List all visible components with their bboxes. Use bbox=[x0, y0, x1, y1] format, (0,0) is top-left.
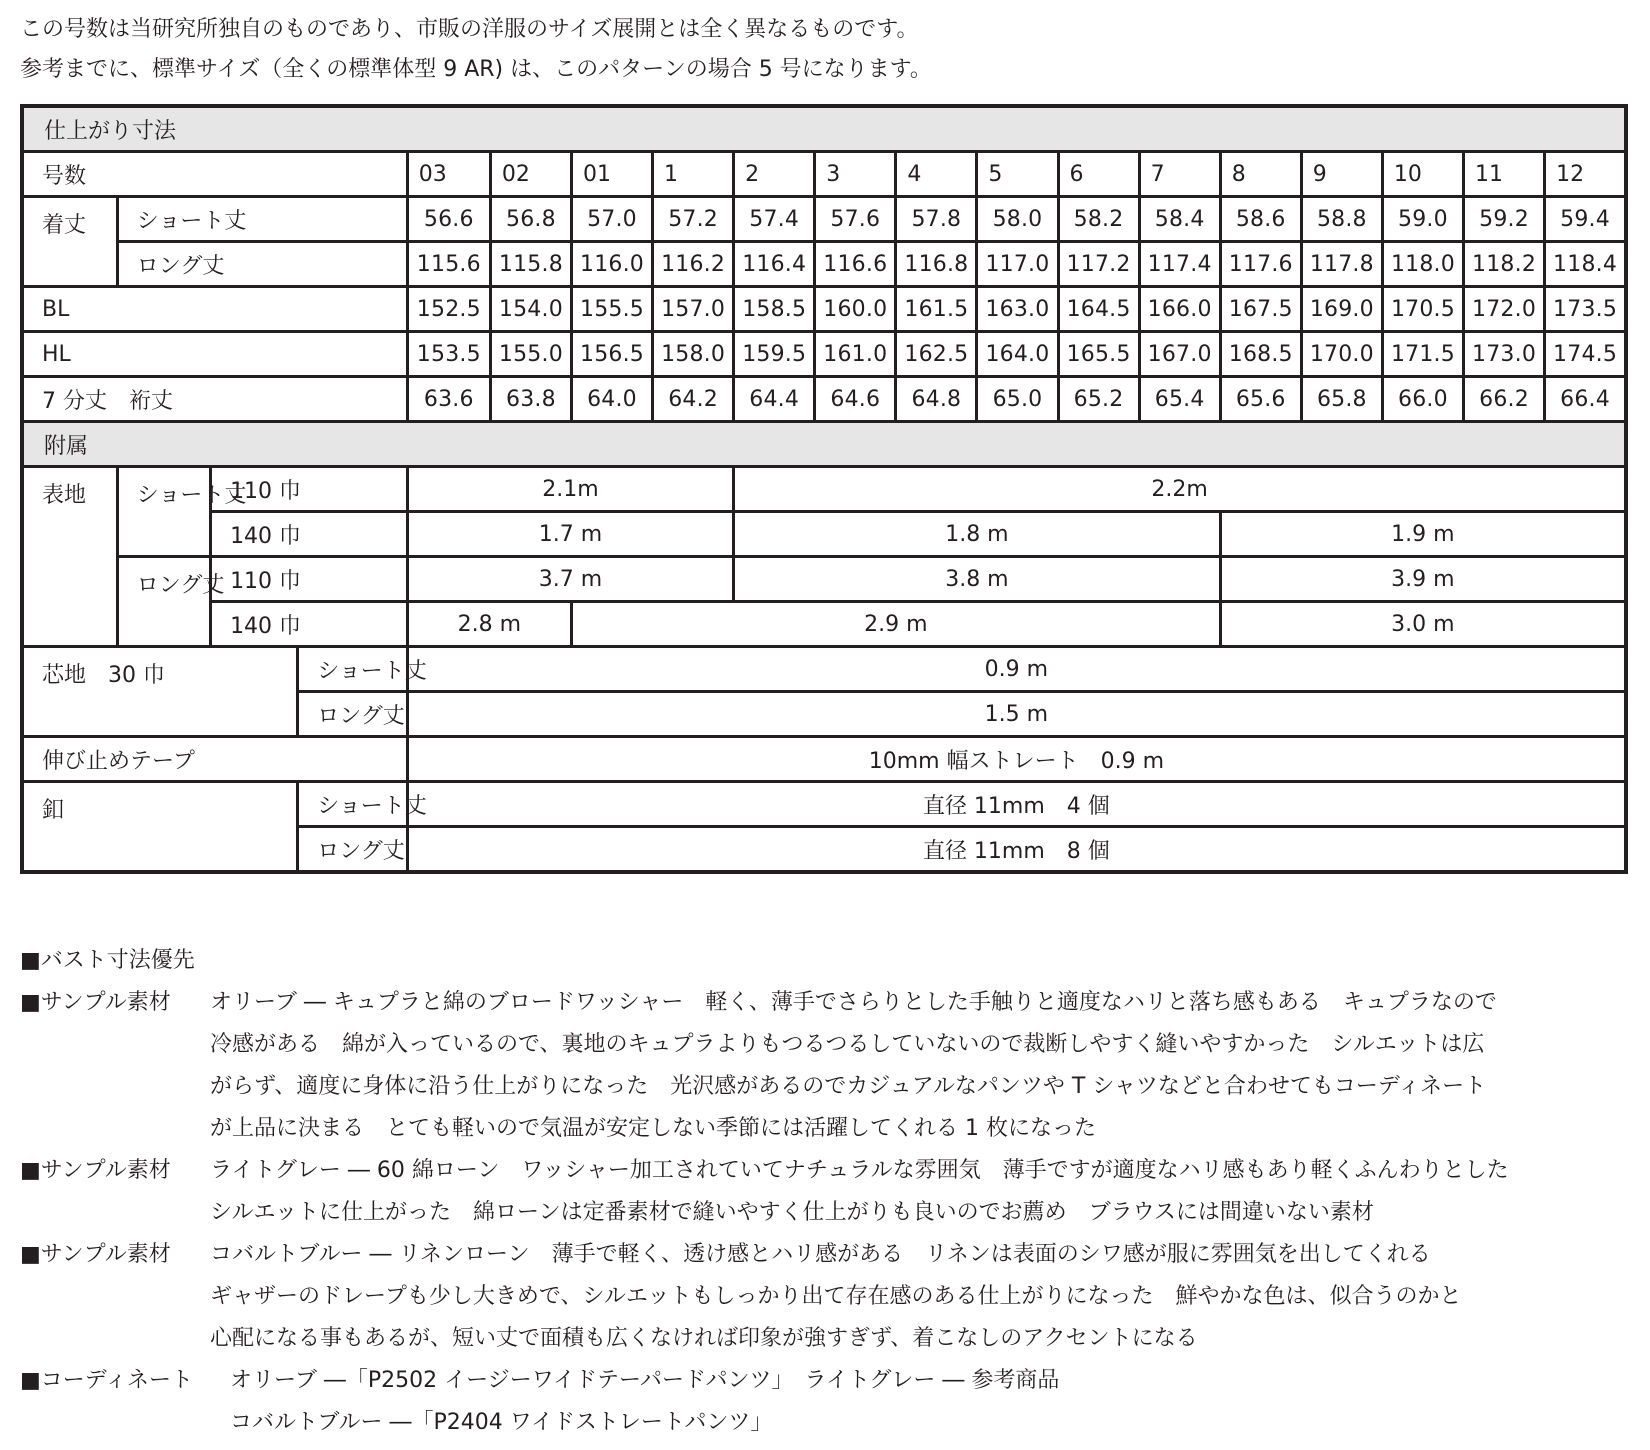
hl-label: HL bbox=[22, 332, 407, 377]
text-line: コバルトブルー ― リネンローン 薄手で軽く、透け感とハリ感がある リネンは表面のシワ感が服に雰囲気を出してくれる bbox=[210, 1242, 1431, 1267]
sleeve-value: 65.0 bbox=[977, 377, 1058, 422]
snap-amount: 直径 11mm 4 個 bbox=[407, 782, 1626, 827]
bl-value: 158.5 bbox=[734, 287, 815, 332]
snap-long-label: ロング丈 bbox=[298, 827, 407, 873]
short-length-value: 57.4 bbox=[734, 197, 815, 242]
hl-value: 158.0 bbox=[653, 332, 734, 377]
tape-amount: 10mm 幅ストレート 0.9 m bbox=[407, 737, 1626, 782]
sleeve-label: 7 分丈 裄丈 bbox=[22, 377, 407, 422]
long-length-value: 116.0 bbox=[571, 242, 652, 287]
fabric-amount: 3.0 m bbox=[1220, 602, 1626, 647]
long-length-label: ロング丈 bbox=[117, 242, 407, 287]
sleeve-value: 66.4 bbox=[1545, 377, 1626, 422]
hl-value: 162.5 bbox=[896, 332, 977, 377]
length-label: 着丈 bbox=[22, 197, 117, 287]
fabric-amount: 1.8 m bbox=[734, 512, 1221, 557]
fabric-long-140-row bbox=[22, 602, 1626, 647]
sleeve-row bbox=[22, 377, 1626, 422]
sample-label: ■サンプル素材 bbox=[20, 1242, 171, 1267]
short-length-value: 56.8 bbox=[490, 197, 571, 242]
text-line: コバルトブルー ―「P2404 ワイドストレートパンツ」 bbox=[230, 1410, 773, 1435]
interfacing-amount: 1.5 m bbox=[407, 692, 1626, 737]
short-length-value: 57.8 bbox=[896, 197, 977, 242]
snap-short-row bbox=[22, 782, 1626, 827]
text-line: シルエットに仕上がった 綿ローンは定番素材で縫いやすく仕上がりも良いのでお薦め ブラウスには間違いない素材 bbox=[210, 1200, 1374, 1225]
hl-value: 164.0 bbox=[977, 332, 1058, 377]
width-140-label: 140 巾 bbox=[211, 602, 408, 647]
sleeve-value: 65.6 bbox=[1220, 377, 1301, 422]
sample-description bbox=[210, 1150, 1630, 1234]
short-length-value: 56.6 bbox=[407, 197, 490, 242]
size-header: 2 bbox=[734, 152, 815, 197]
sleeve-value: 64.6 bbox=[815, 377, 896, 422]
width-140-label: 140 巾 bbox=[211, 512, 408, 557]
short-length-value: 57.0 bbox=[571, 197, 652, 242]
text-line: ギャザーのドレープも少し大きめで、シルエットもしっかり出て存在感のある仕上がりになった 鮮やかな色は、似合うのかと bbox=[210, 1284, 1462, 1309]
interfacing-short-label: ショート丈 bbox=[298, 647, 407, 692]
long-length-value: 116.6 bbox=[815, 242, 896, 287]
text-line: 心配になる事もあるが、短い丈で面積も広くなければ印象が強すぎず、着こなしのアクセントになる bbox=[210, 1326, 1198, 1351]
hl-value: 170.0 bbox=[1301, 332, 1382, 377]
bl-value: 154.0 bbox=[490, 287, 571, 332]
bl-value: 160.0 bbox=[815, 287, 896, 332]
short-length-value: 59.2 bbox=[1463, 197, 1544, 242]
bl-value: 152.5 bbox=[407, 287, 490, 332]
long-length-value: 117.4 bbox=[1139, 242, 1220, 287]
tape-row bbox=[22, 737, 1626, 782]
fabric-label: 表地 bbox=[22, 467, 117, 647]
hl-value: 161.0 bbox=[815, 332, 896, 377]
short-length-value: 58.2 bbox=[1058, 197, 1139, 242]
text-line: オリーブ ― キュプラと綿のブロードワッシャー 軽く、薄手でさらりとした手触りと適度なハリと落ち感もある キュプラなので bbox=[210, 990, 1497, 1015]
long-length-value: 116.4 bbox=[734, 242, 815, 287]
long-length-value: 118.4 bbox=[1545, 242, 1626, 287]
materials-section-row bbox=[22, 422, 1626, 467]
size-spec-table bbox=[20, 104, 1628, 874]
text-line: オリーブ ―「P2502 イージーワイドテーパードパンツ」 ライトグレー ― 参考商品 bbox=[230, 1368, 1060, 1393]
size-header-row bbox=[22, 152, 1626, 197]
short-length-value: 58.4 bbox=[1139, 197, 1220, 242]
size-header: 7 bbox=[1139, 152, 1220, 197]
text-line: 冷感がある 綿が入っているので、裏地のキュプラよりもつるつるしていないので裁断しやすく縫いやすかった シルエットは広 bbox=[210, 1032, 1485, 1057]
coordinate-label: ■コーディネート bbox=[20, 1368, 194, 1393]
bl-value: 173.5 bbox=[1545, 287, 1626, 332]
short-length-value: 59.0 bbox=[1382, 197, 1463, 242]
long-length-value: 115.8 bbox=[490, 242, 571, 287]
bl-value: 155.5 bbox=[571, 287, 652, 332]
size-header: 12 bbox=[1545, 152, 1626, 197]
short-length-value: 57.6 bbox=[815, 197, 896, 242]
hl-row bbox=[22, 332, 1626, 377]
size-header: 01 bbox=[571, 152, 652, 197]
note-sample-light-gray bbox=[20, 1150, 1650, 1234]
size-header: 3 bbox=[815, 152, 896, 197]
intro-line: この号数は当研究所独自のものであり、市販の洋服のサイズ展開とは全く異なるものです。 bbox=[20, 17, 919, 42]
long-length-value: 116.8 bbox=[896, 242, 977, 287]
interfacing-amount: 0.9 m bbox=[407, 647, 1626, 692]
fabric-amount: 1.9 m bbox=[1220, 512, 1626, 557]
fabric-long-110-row bbox=[22, 557, 1626, 602]
hl-value: 153.5 bbox=[407, 332, 490, 377]
long-length-value: 117.0 bbox=[977, 242, 1058, 287]
intro-text bbox=[20, 10, 932, 90]
fabric-amount: 3.9 m bbox=[1220, 557, 1626, 602]
bl-value: 163.0 bbox=[977, 287, 1058, 332]
hl-value: 165.5 bbox=[1058, 332, 1139, 377]
long-length-value: 117.2 bbox=[1058, 242, 1139, 287]
notes bbox=[20, 940, 1650, 1444]
size-header: 11 bbox=[1463, 152, 1544, 197]
bl-value: 166.0 bbox=[1139, 287, 1220, 332]
size-label: 号数 bbox=[22, 152, 407, 197]
long-length-value: 116.2 bbox=[653, 242, 734, 287]
sleeve-value: 64.4 bbox=[734, 377, 815, 422]
bl-value: 167.5 bbox=[1220, 287, 1301, 332]
fabric-amount: 2.1m bbox=[407, 467, 733, 512]
length-long-row bbox=[22, 242, 1626, 287]
interfacing-long-label: ロング丈 bbox=[298, 692, 407, 737]
hl-value: 167.0 bbox=[1139, 332, 1220, 377]
fabric-short-140-row bbox=[22, 512, 1626, 557]
long-length-value: 117.6 bbox=[1220, 242, 1301, 287]
note-sample-olive bbox=[20, 982, 1650, 1150]
short-length-value: 58.6 bbox=[1220, 197, 1301, 242]
sample-description bbox=[210, 1234, 1630, 1360]
fabric-amount: 2.9 m bbox=[571, 602, 1220, 647]
size-header: 5 bbox=[977, 152, 1058, 197]
sleeve-value: 66.2 bbox=[1463, 377, 1544, 422]
size-header: 03 bbox=[407, 152, 490, 197]
bl-value: 157.0 bbox=[653, 287, 734, 332]
sleeve-value: 65.4 bbox=[1139, 377, 1220, 422]
hl-value: 156.5 bbox=[571, 332, 652, 377]
note-sample-cobalt bbox=[20, 1234, 1650, 1360]
finished-section-row bbox=[22, 106, 1626, 152]
fabric-amount: 2.8 m bbox=[407, 602, 571, 647]
snap-short-label: ショート丈 bbox=[298, 782, 407, 827]
size-header: 8 bbox=[1220, 152, 1301, 197]
sleeve-value: 65.8 bbox=[1301, 377, 1382, 422]
sample-label: ■サンプル素材 bbox=[20, 1158, 171, 1183]
short-length-value: 58.0 bbox=[977, 197, 1058, 242]
hl-value: 173.0 bbox=[1463, 332, 1544, 377]
intro-line: 参考までに、標準サイズ（全くの標準体型 9 AR) は、このパターンの場合 5 号になります。 bbox=[20, 57, 932, 82]
hl-value: 174.5 bbox=[1545, 332, 1626, 377]
sleeve-value: 64.8 bbox=[896, 377, 977, 422]
interfacing-short-row bbox=[22, 647, 1626, 692]
size-header: 1 bbox=[653, 152, 734, 197]
tape-label: 伸び止めテープ bbox=[22, 737, 407, 782]
bl-value: 164.5 bbox=[1058, 287, 1139, 332]
long-length-value: 117.8 bbox=[1301, 242, 1382, 287]
short-length-value: 58.8 bbox=[1301, 197, 1382, 242]
fabric-amount: 3.7 m bbox=[407, 557, 733, 602]
fabric-long-label: ロング丈 bbox=[117, 557, 210, 647]
note-bust bbox=[20, 940, 1650, 982]
interfacing-label: 芯地 30 巾 bbox=[22, 647, 298, 737]
bust-priority-note: ■バスト寸法優先 bbox=[20, 948, 195, 973]
fabric-short-label: ショート丈 bbox=[117, 467, 210, 557]
sleeve-value: 64.0 bbox=[571, 377, 652, 422]
bl-row bbox=[22, 287, 1626, 332]
sleeve-value: 64.2 bbox=[653, 377, 734, 422]
hl-value: 171.5 bbox=[1382, 332, 1463, 377]
text-line: ライトグレー ― 60 綿ローン ワッシャー加工されていてナチュラルな雰囲気 薄手ですが適度なハリ感もあり軽くふんわりとした bbox=[210, 1158, 1509, 1183]
fabric-amount: 3.8 m bbox=[734, 557, 1221, 602]
snap-amount: 直径 11mm 8 個 bbox=[407, 827, 1626, 873]
width-110-label: 110 巾 bbox=[211, 467, 408, 512]
long-length-value: 115.6 bbox=[407, 242, 490, 287]
sample-description bbox=[210, 982, 1630, 1150]
snap-label: 釦 bbox=[22, 782, 298, 873]
sleeve-value: 65.2 bbox=[1058, 377, 1139, 422]
bl-value: 170.5 bbox=[1382, 287, 1463, 332]
section-finished-dimensions: 仕上がり寸法 bbox=[22, 106, 1626, 152]
sleeve-value: 66.0 bbox=[1382, 377, 1463, 422]
short-length-value: 59.4 bbox=[1545, 197, 1626, 242]
hl-value: 159.5 bbox=[734, 332, 815, 377]
length-short-row bbox=[22, 197, 1626, 242]
sleeve-value: 63.8 bbox=[490, 377, 571, 422]
text-line: がらず、適度に身体に沿う仕上がりになった 光沢感があるのでカジュアルなパンツや T シャツなどと合わせてもコーディネート bbox=[210, 1074, 1487, 1099]
short-length-label: ショート丈 bbox=[117, 197, 407, 242]
hl-value: 168.5 bbox=[1220, 332, 1301, 377]
sample-label: ■サンプル素材 bbox=[20, 990, 171, 1015]
size-header: 10 bbox=[1382, 152, 1463, 197]
width-110-label: 110 巾 bbox=[211, 557, 408, 602]
size-header: 9 bbox=[1301, 152, 1382, 197]
bl-value: 169.0 bbox=[1301, 287, 1382, 332]
fabric-short-110-row bbox=[22, 467, 1626, 512]
short-length-value: 57.2 bbox=[653, 197, 734, 242]
size-header: 6 bbox=[1058, 152, 1139, 197]
fabric-amount: 2.2m bbox=[734, 467, 1626, 512]
coordinate-description bbox=[230, 1360, 1650, 1444]
note-coordinate bbox=[20, 1360, 1650, 1444]
hl-value: 155.0 bbox=[490, 332, 571, 377]
bl-value: 161.5 bbox=[896, 287, 977, 332]
size-header: 02 bbox=[490, 152, 571, 197]
long-length-value: 118.2 bbox=[1463, 242, 1544, 287]
bl-value: 172.0 bbox=[1463, 287, 1544, 332]
section-materials: 附属 bbox=[22, 422, 1626, 467]
bl-label: BL bbox=[22, 287, 407, 332]
size-header: 4 bbox=[896, 152, 977, 197]
text-line: が上品に決まる とても軽いので気温が安定しない季節には活躍してくれる 1 枚になった bbox=[210, 1116, 1096, 1141]
fabric-amount: 1.7 m bbox=[407, 512, 733, 557]
sleeve-value: 63.6 bbox=[407, 377, 490, 422]
long-length-value: 118.0 bbox=[1382, 242, 1463, 287]
